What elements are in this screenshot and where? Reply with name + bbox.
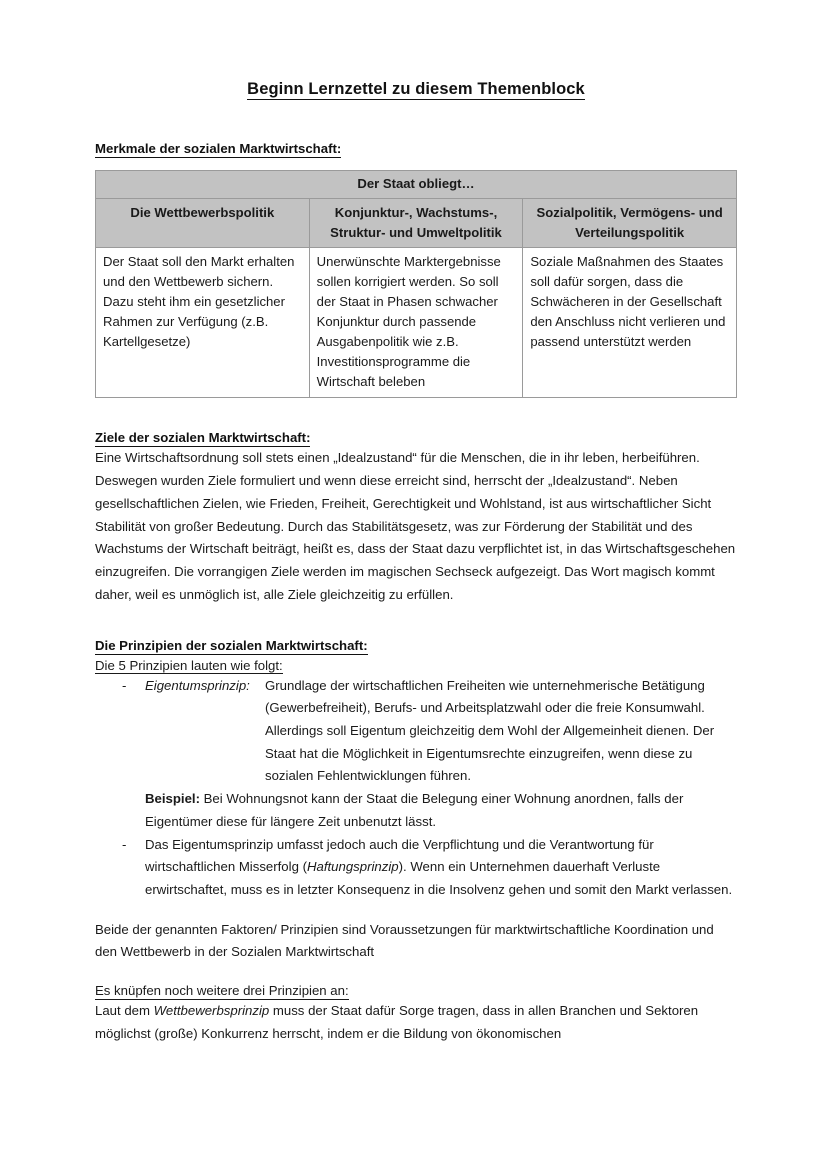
wettbewerb-italic-term: Wettbewerbsprinzip — [153, 1003, 270, 1019]
subheading-prinzipien-count-text: Die 5 Prinzipien lauten wie folgt: — [95, 657, 283, 673]
paragraph-closing-prinzipien: Beide der genannten Faktoren/ Prinzipien sind Voraussetzungen für marktwirtschaftliche Koordination und den Wettbewerb in der Sozialen Marktwirtschaft — [95, 921, 714, 960]
paragraph-ziele: Eine Wirtschaftsordnung soll stets einen „Idealzustand“ für die Menschen, die in ihr leben, herbeiführen. Deswegen wurden Ziele formuliert und wenn diese erreicht sind, herrscht der „Idealzustand“. Neben gesellschaftlichen Zielen, wie Frieden, Freiheit, Gerechtigkeit und Wohlstand, ist aus wirtschaftlicher Sicht Stabilität von großer Bedeutung. Durch das Stabilitätsgesetz, was zur Förderung der Stabilität und des Wachstums der Wirtschaft beiträgt, heißt es, dass der Staat dazu verpflichtet ist, in das Wirtschaftsgeschehen einzugreifen. Die vorrangigen Ziele werden im magischen Sechseck aufgezeigt. Das Wort magisch kommt daher, weil es unmöglich ist, alle Ziele gleichzeitig zu erfüllen. — [95, 450, 736, 602]
spacer — [95, 398, 737, 428]
subheading-prinzipien-count — [95, 656, 737, 675]
merkmale-table — [95, 170, 737, 398]
spacer — [95, 964, 737, 981]
table-row-span-header — [96, 171, 737, 199]
haftung-text-before: Das Eigentumsprinzip umfasst jedoch auch die Verpflichtung und die Verantwortung für wirtschaftlichen Misserfolg ( — [145, 836, 654, 875]
dash-bullet-icon: - — [122, 836, 127, 852]
page-title — [95, 0, 737, 99]
table-cell-konjunkturpolitik: Unerwünschte Marktergebnisse sollen korrigiert werden. So soll der Staat in Phasen schwacher Konjunktur durch passende Ausgabenpolitik wie z.B. Investitionsprogramme die Wirtschaft beleben — [309, 248, 523, 398]
table-column-header-1: Die Wettbewerbspolitik — [96, 199, 310, 248]
section-heading-prinzipien-text: Die Prinzipien der sozialen Marktwirtschaft: — [95, 638, 368, 654]
spacer — [95, 902, 737, 919]
list-item-eigentumsprinzip — [95, 675, 737, 789]
beispiel-label: Beispiel: — [145, 791, 200, 807]
page-title-text: Beginn Lernzettel zu diesem Themenblock — [247, 80, 585, 98]
haftung-italic-term: Haftungsprinzip — [306, 859, 399, 875]
list-item-haftungsprinzip — [95, 834, 737, 902]
list-item-definition-eigentumsprinzip: Grundlage der wirtschaftlichen Freiheiten wie unternehmerische Betätigung (Gewerbefreiheit), Berufs- und Arbeitsplatzwahl oder die freie Konsumwahl. Allerdings soll Eigentum gleichzeitig dem Wohl der Allgemeinheit dienen. Der Staat hat die Möglichkeit in Eigentumsrechte einzugreifen, wenn diese zu sozialen Fehlentwicklungen führen. — [265, 677, 715, 784]
beispiel-text: Bei Wohnungsnot kann der Staat die Belegung einer Wohnung anordnen, falls der Eigentümer diese für längere Zeit unbenutzt lässt. — [145, 791, 684, 829]
table-cell-sozialpolitik: Soziale Maßnahmen des Staates soll dafür sorgen, dass die Schwächeren in der Gesellschaft den Anschluss nicht verlieren und passend unterstützt werden — [523, 248, 737, 398]
wettbewerb-text-after: muss der Staat dafür Sorge tragen, dass in allen Branchen und Sektoren möglichst (große) Konkurrenz herrscht, indem er die Bildung von ökonomischen — [95, 1003, 699, 1041]
merkmale-table-wrapper — [95, 170, 737, 398]
section-heading-ziele — [95, 428, 737, 447]
spacer — [95, 99, 737, 139]
section-heading-prinzipien — [95, 636, 737, 655]
document-content — [95, 0, 737, 1046]
list-item-text-haftungsprinzip — [145, 834, 737, 902]
list-item-term-eigentumsprinzip: Eigentumsprinzip: — [145, 677, 250, 693]
beispiel-block — [145, 788, 737, 833]
wettbewerb-text-before: Laut dem — [95, 1003, 154, 1019]
dash-bullet-icon: - — [122, 677, 127, 693]
table-span-header-cell: Der Staat obliegt… — [96, 171, 737, 199]
spacer — [95, 606, 737, 636]
paragraph-wettbewerbsprinzip — [95, 1000, 737, 1045]
subheading-weitere-prinzipien-text: Es knüpfen noch weitere drei Prinzipien an: — [95, 983, 349, 999]
table-column-header-2: Konjunktur-, Wachstums-, Struktur- und Umweltpolitik — [309, 199, 523, 248]
table-cell-wettbewerbspolitik: Der Staat soll den Markt erhalten und den Wettbewerb sichern. Dazu steht ihm ein gesetzlicher Rahmen zur Verfügung (z.B. Kartellgesetze) — [96, 248, 310, 398]
table-column-header-3: Sozialpolitik, Vermögens- und Verteilungspolitik — [523, 199, 737, 248]
section-heading-ziele-text: Ziele der sozialen Marktwirtschaft: — [95, 430, 311, 446]
section-heading-merkmale-text: Merkmale der sozialen Marktwirtschaft: — [95, 141, 342, 156]
subheading-weitere-prinzipien — [95, 981, 737, 1000]
haftung-text-after: ). Wenn ein Unternehmen dauerhaft Verluste erwirtschaftet, muss es in letzter Konsequenz in die Insolvenz gehen und somit den Markt verlassen. — [145, 859, 733, 897]
section-heading-merkmale — [95, 139, 737, 158]
table-row-body — [96, 248, 737, 398]
table-row-column-headers — [96, 199, 737, 248]
